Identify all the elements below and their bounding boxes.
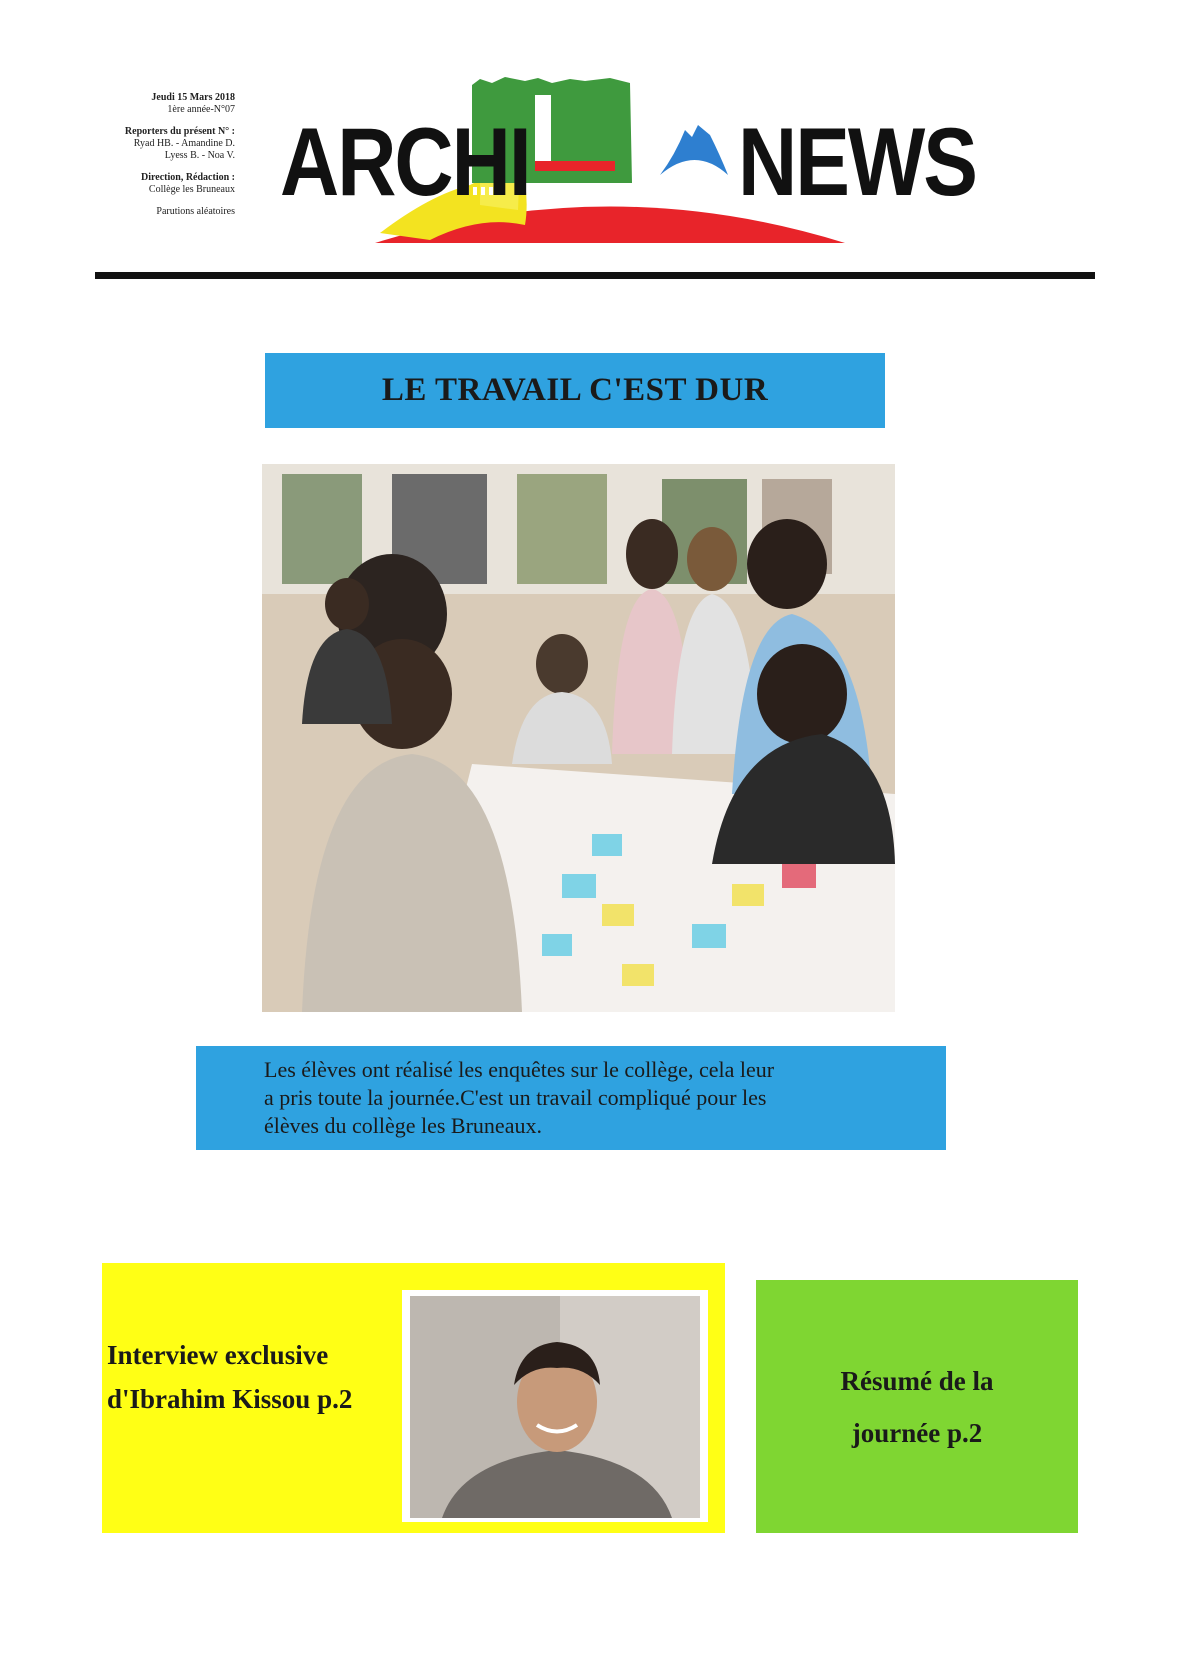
interview-line-2: d'Ibrahim Kissou p.2 bbox=[107, 1384, 353, 1414]
interview-line-1: Interview exclusive bbox=[107, 1340, 329, 1370]
logo-word-archi: ARCHI bbox=[280, 109, 530, 217]
caption-line-3: élèves du collège les Bruneaux. bbox=[264, 1113, 542, 1138]
caption-line-2: a pris toute la journée.C'est un travail compliqué pour les bbox=[264, 1085, 767, 1110]
page-headline: LE TRAVAIL C'EST DUR bbox=[265, 353, 885, 428]
reporters-line-1: Ryad HB. - Amandine D. bbox=[133, 138, 235, 149]
masthead-divider bbox=[95, 272, 1095, 279]
classroom-photo-artwork bbox=[262, 464, 895, 1012]
direction-label: Direction, Rédaction : bbox=[141, 172, 235, 183]
classroom-photo-icon bbox=[262, 464, 895, 1012]
periodicity: Parutions aléatoires bbox=[156, 206, 235, 217]
reporters-line-2: Lyess B. - Noa V. bbox=[164, 150, 235, 161]
issue-date: Jeudi 15 Mars 2018 bbox=[151, 92, 235, 103]
interview-teaser-text bbox=[107, 1333, 407, 1421]
portrait-photo-icon bbox=[402, 1290, 708, 1522]
reporters-label: Reporters du présent N° : bbox=[124, 126, 235, 137]
caption-line-1: Les élèves ont réalisé les enquêtes sur le collège, cela leur bbox=[264, 1057, 775, 1082]
summary-line-2: journée p.2 bbox=[851, 1417, 983, 1448]
masthead-info bbox=[95, 92, 235, 218]
direction-value: Collège les Bruneaux bbox=[148, 184, 235, 195]
photo-caption bbox=[196, 1046, 946, 1150]
archi-news-logo bbox=[280, 75, 976, 250]
summary-teaser bbox=[756, 1280, 1078, 1533]
issue-number: 1ère année-N°07 bbox=[167, 104, 235, 115]
portrait-photo-artwork bbox=[402, 1290, 708, 1522]
summary-line-1: Résumé de la bbox=[840, 1365, 994, 1396]
logo-word-news: NEWS bbox=[738, 109, 976, 217]
summary-teaser-text bbox=[777, 1355, 1057, 1459]
